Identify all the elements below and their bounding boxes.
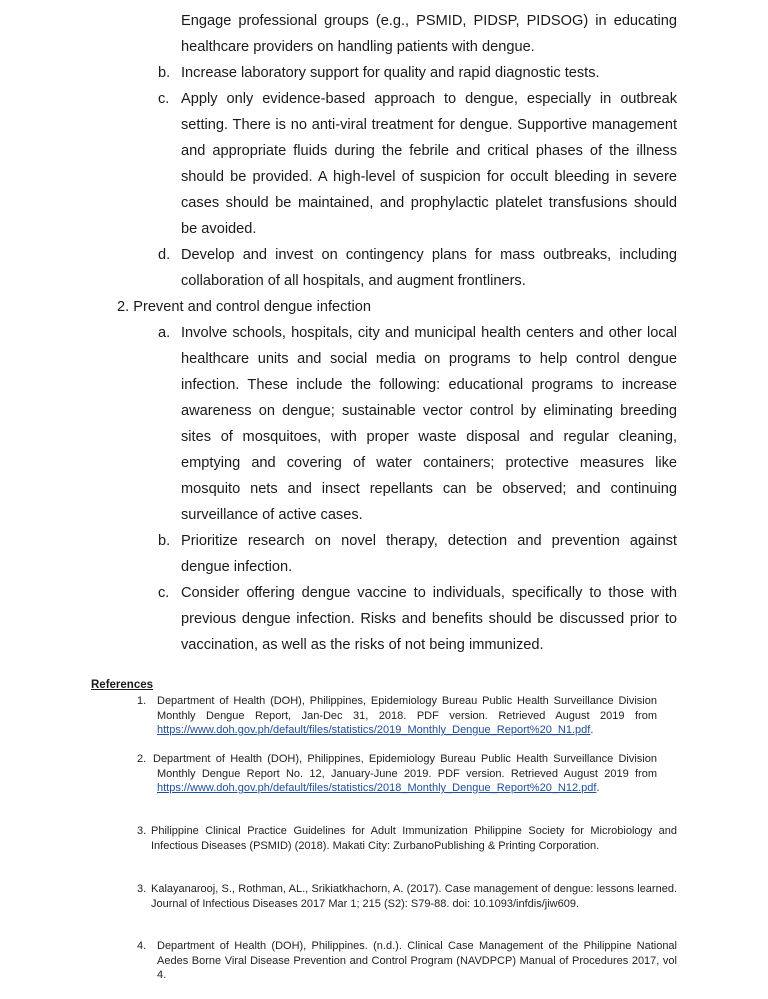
reference-link[interactable]: https://www.doh.gov.ph/default/files/statistics/2019_Monthly_Dengue_Report%20_N1.pdf [157,724,591,736]
list-marker-a: a. [158,325,171,341]
list-item-evidence-based: Apply only evidence-based approach to dengue, especially in outbreak setting. There is no anti-viral treatment for dengue. Supportive management and appropriate fluids during the febrile and critical phases of the illness should be provided. A high-level of suspicion for occult bleeding in severe cases should be maintained, and prophylactic platelet transfusions should be avoided. [181,91,677,237]
list-item-contingency: Develop and invest on contingency plans for mass outbreaks, including collaboration of all hospitals, and augment frontliners. [181,247,677,289]
reference-text: Department of Health (DOH), Philippines, Epidemiology Bureau Public Health Surveillance Division Monthly Dengue Report No. 12, January-June 2019. PDF version. Retrieved August 2019 from https://www.doh.gov.ph/default/files/statistics/2018_Monthly_Dengue_Report%20_N12.pdf. [153,753,657,794]
list-marker-c: c. [158,585,170,601]
continuation-paragraph: Engage professional groups (e.g., PSMID, PIDSP, PIDSOG) in educating healthcare providers on handling patients with dengue. [181,13,677,55]
reference-number: 3. [137,825,147,837]
reference-text: Philippine Clinical Practice Guidelines for Adult Immunization Philippine Society for Microbiology and Infectious Diseases (PSMID) (2018). Makati City: ZurbanoPublishing & Printing Corporation. [151,825,677,852]
list-item-involve-schools: Involve schools, hospitals, city and municipal health centers and other local healthcare units and social media on programs to help control dengue infection. These include the following: educational programs to increase awareness on dengue; sustainable vector control by eliminating breeding sites of mosquitoes, with proper waste disposal and regular cleaning, emptying and covering of water containers; protective measures like mosquito nets and insect repellants can be observed; and continuing surveillance of active cases. [181,325,677,523]
reference-number: 2. [137,753,147,765]
list-marker-c: c. [158,91,170,107]
list-item-lab-support: Increase laboratory support for quality and rapid diagnostic tests. [181,65,600,81]
reference-number: 4. [137,940,147,952]
list-marker-b: b. [158,533,171,549]
section-heading-prevent-control: 2. Prevent and control dengue infection [117,299,371,315]
reference-link[interactable]: https://www.doh.gov.ph/default/files/statistics/2018_Monthly_Dengue_Report%20_N12.pdf [157,782,597,794]
reference-text: Department of Health (DOH), Philippines, Epidemiology Bureau Public Health Surveillance Division Monthly Dengue Report, Jan-Dec 31, 2018. PDF version. Retrieved August 2019 from https://www.doh.gov.ph/default/files/statistics/2019_Monthly_Dengue_Report%20_N1.pdf. [157,695,657,736]
list-item-vaccine: Consider offering dengue vaccine to individuals, specifically to those with previous dengue infection. Risks and benefits should be discussed prior to vaccination, as well as the risks of not being immunized. [181,585,677,653]
reference-number: 3. [137,883,147,895]
references-heading: References [91,679,154,691]
list-item-prioritize-research: Prioritize research on novel therapy, detection and prevention against dengue infection. [181,533,677,575]
list-marker-d: d. [158,247,171,263]
reference-text: Kalayanarooj, S., Rothman, AL., Srikiatkhachorn, A. (2017). Case management of dengue: lessons learned. Journal of Infectious Diseases 2017 Mar 1; 215 (S2): S79-88. doi: 10.1093/infdis/jiw609. [151,883,677,910]
list-marker-b: b. [158,65,171,81]
reference-number: 1. [137,695,147,707]
reference-text: Department of Health (DOH), Philippines. (n.d.). Clinical Case Management of the Philippine National Aedes Borne Viral Disease Prevention and Control Program (NAVDPCP) Manual of Procedures 2017, vol 4. [157,940,677,981]
